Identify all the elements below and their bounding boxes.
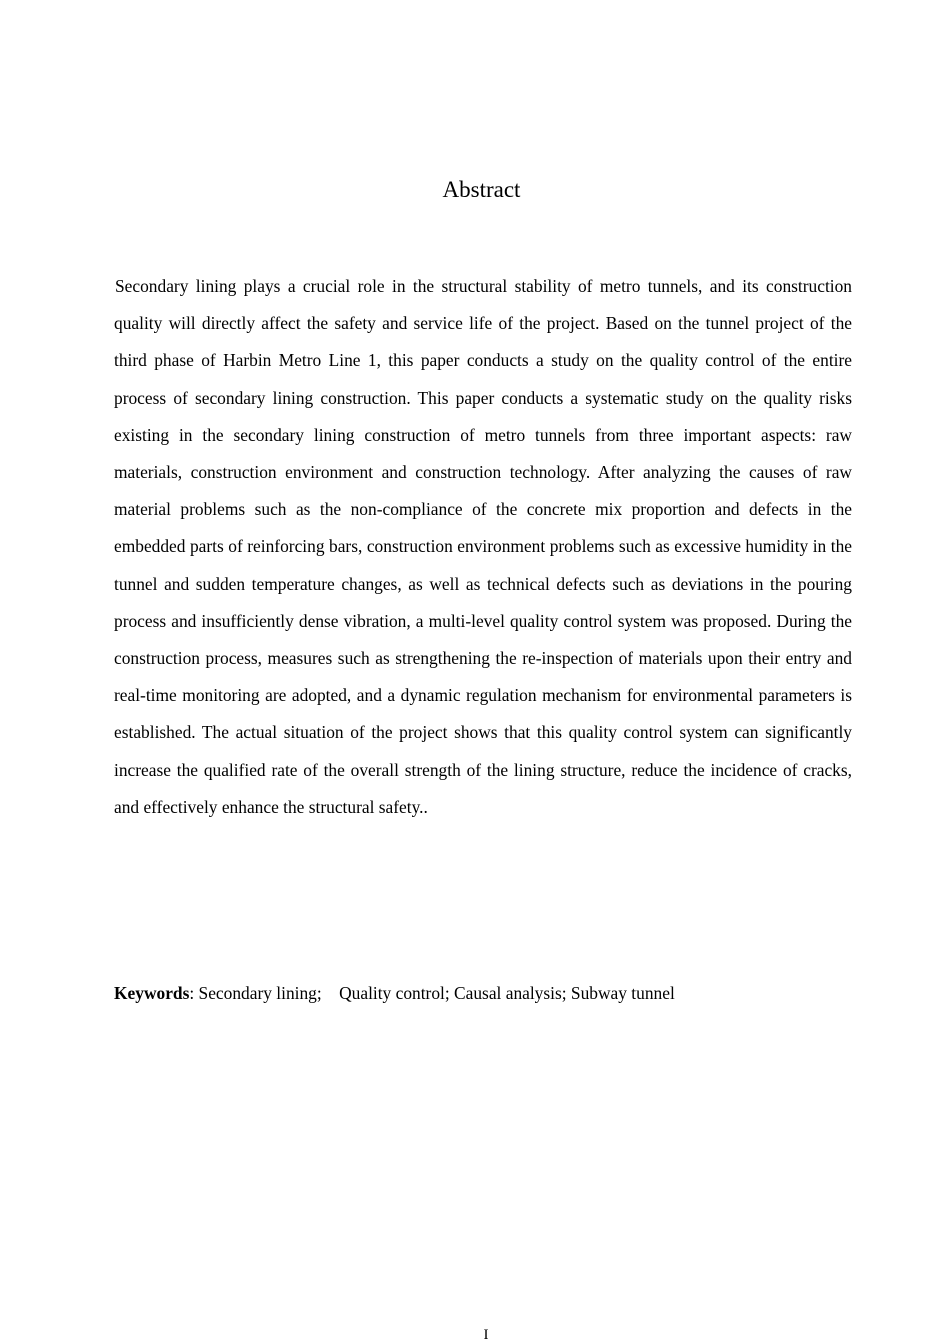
- keywords-list: : Secondary lining; Quality control; Causal analysis; Subway tunnel: [189, 983, 675, 1003]
- abstract-body: Secondary lining plays a crucial role in the structural stability of metro tunnels, and its construction quality will directly affect the safety and service life of the project. Based on the tunnel project of the third phase of Harbin Metro Line 1, this paper conducts a study on the quality control of the entire process of secondary lining construction. This paper conducts a systematic study on the quality risks existing in the secondary lining construction of metro tunnels from three important aspects: raw materials, construction environment and construction technology. After analyzing the causes of raw material problems such as the non-compliance of the concrete mix proportion and defects in the embedded parts of reinforcing bars, construction environment problems such as excessive humidity in the tunnel and sudden temperature changes, as well as technical defects such as deviations in the pouring process and insufficiently dense vibration, a multi-level quality control system was proposed. During the construction process, measures such as strengthening the re-inspection of materials upon their entry and real-time monitoring are adopted, and a dynamic regulation mechanism for environmental parameters is established. The actual situation of the project shows that this quality control system can significantly increase the qualified rate of the overall strength of the lining structure, reduce the incidence of cracks, and effectively enhance the structural safety..: [114, 276, 852, 817]
- keywords-line: [114, 976, 852, 1010]
- abstract-title: Abstract: [442, 177, 521, 202]
- keywords-label: Keywords: [114, 983, 190, 1003]
- page-number: I: [483, 1327, 489, 1343]
